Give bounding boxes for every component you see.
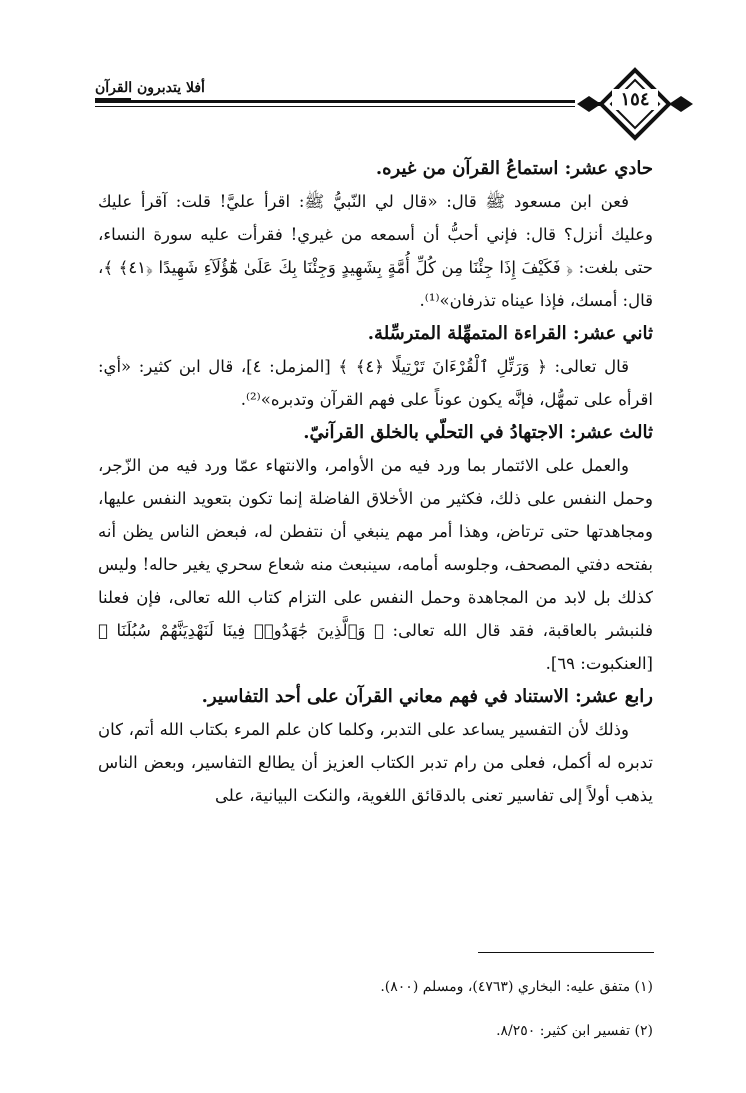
page-number: ١٥٤: [612, 89, 658, 110]
header-rule-thick: [95, 100, 575, 103]
section-heading-13: ثالث عشر: الاجتهادُ في التحلّي بالخلق القرآنيّ.: [303, 422, 653, 443]
footnote-2: (٢) تفسير ابن كثير: ٨/٢٥٠.: [496, 1023, 653, 1039]
section-heading-14: رابع عشر: الاستناد في فهم معاني القرآن على أحد التفاسير.: [201, 686, 653, 707]
footnote-1: (١) متفق عليه: البخاري (٤٧٦٣)، ومسلم (٨٠٠).: [380, 979, 653, 995]
main-text: [98, 152, 653, 812]
running-title: أفلا يتدبرون القرآن: [95, 80, 211, 96]
section-heading-12: ثاني عشر: القراءة المتمهِّلة المترسِّلة.: [367, 323, 653, 344]
section-paragraph-12: قال تعالى: ﴿ وَرَتِّلِ ٱلْقُرْءَانَ تَرْتِيلًا ﴿٤﴾ ﴾ [المزمل: ٤]، قال ابن كثير: «أي: اقرأه على تمهُّل، فإنَّه يكون عوناً على فهم القرآن وتدبره»⁽²⁾.: [98, 357, 653, 409]
section-paragraph-14: وذلك لأن التفسير يساعد على التدبر، وكلما كان علم المرء بكتاب الله أتم، كان تدبره له أكمل، فعلى من رام تدبر الكتاب العزيز أن يطالع التفاسير، وبعض الناس يذهب أولاً إلى تفاسير تعنى بالدقائق اللغوية، والنكت البيانية، على: [98, 720, 653, 805]
footnote-separator: [478, 952, 654, 953]
section-heading-11: حادي عشر: استماعُ القرآن من غيره.: [375, 158, 653, 179]
page-header: [95, 66, 695, 142]
footnotes: [98, 965, 653, 1053]
header-rule-thin: [95, 106, 575, 107]
section-paragraph-11: فعن ابن مسعود ﷺ قال: «قال لي النّبيُّ ﷺ: اقرأ عليَّ! قلت: آقرأ عليك وعليك أنزل؟ قال: فإني أحبُّ أن أسمعه من غيري! فقرأت عليه سورة النساء، حتى بلغت: ﴿ فَكَيْفَ إِذَا جِئْنَا مِن كُلِّ أُمَّةٍ بِشَهِيدٍ وَجِئْنَا بِكَ عَلَىٰ هَٰٓؤُلَآءِ شَهِيدًا ﴿٤١﴾ ﴾، قال: أمسك، فإذا عيناه تذرفان»⁽¹⁾.: [98, 192, 654, 310]
section-paragraph-13: والعمل على الائتمار بما ورد فيه من الأوامر، والانتهاء عمّا ورد فيه من الزّجر، وحمل النفس على ذلك، فكثير من الأخلاق الفاضلة إنما تكون بتعويد النفس عليها، ومجاهدتها حتى ترتاض، وهذا أمر مهم ينبغي أن نتفطن له، فبعض الناس يظن أنه بفتحه دفتي المصحف، وجلوسه أمامه، سينبعث منه شعاع سحري يغير حاله! وليس كذلك بل لابد من المجاهدة وحمل النفس على التزام كتاب الله تعالى، فإن فعلنا فلنبشر بالعاقبة، فقد قال الله تعالى: ﴿ وَٱلَّذِينَ جَٰهَدُوا۟ فِينَا لَنَهْدِيَنَّهُمْ سُبُلَنَا ﴾ [العنكبوت: ٦٩].: [98, 456, 653, 673]
